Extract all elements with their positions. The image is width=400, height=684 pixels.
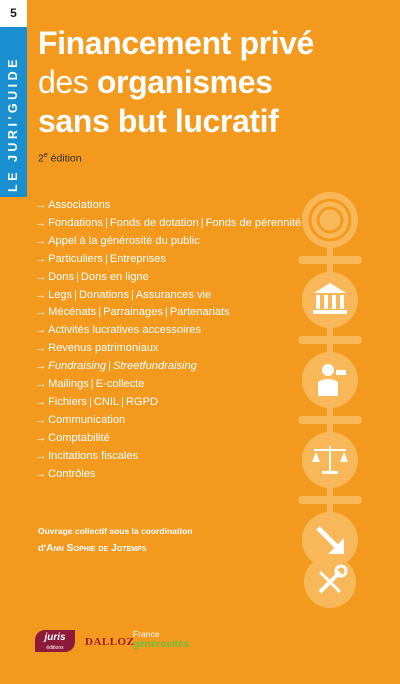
author-credit [38, 542, 146, 554]
topic-separator: | [74, 288, 78, 301]
topic-item [35, 269, 301, 287]
topic-separator: | [90, 378, 94, 391]
title-line-1: Financement privé [38, 25, 314, 61]
topic-label: Mailings [48, 378, 89, 391]
coordination-note: Ouvrage collectif sous la coordination [38, 526, 193, 536]
topic-label: Legs [48, 288, 73, 301]
title-line-2-bold: organismes [96, 64, 273, 100]
topic-item [35, 233, 301, 251]
topic-item [35, 197, 301, 215]
arrow-right-icon: → [35, 449, 47, 462]
collection-label: LE JURI'GUIDE [6, 56, 20, 192]
topic-item [35, 394, 301, 412]
spine-band [0, 0, 27, 197]
fg-logo-line-1: France [133, 629, 160, 639]
arrow-right-icon: → [35, 378, 47, 391]
arrow-right-icon: → [35, 431, 47, 444]
edition-suffix: e [43, 152, 48, 159]
topic-label: CNIL [93, 395, 120, 408]
topic-separator: | [200, 216, 204, 229]
topic-label: Comptabilité [48, 431, 110, 444]
arrow-right-icon: → [35, 216, 47, 229]
topic-label: Fonds de dotation [109, 216, 199, 229]
topic-item [35, 304, 301, 322]
topic-label: Fundraising [48, 360, 107, 373]
edition-word: édition [47, 152, 82, 165]
arrow-right-icon: → [35, 288, 47, 301]
arrow-right-icon: → [35, 252, 47, 265]
topic-separator: | [76, 270, 79, 283]
topic-label: Fonds de pérennité [205, 216, 302, 229]
topic-separator: | [88, 395, 92, 408]
bank-building-icon [302, 272, 358, 328]
topic-label: Fondations [48, 216, 103, 229]
topic-label: Appel à la générosité du public [48, 234, 200, 247]
topic-separator: | [131, 288, 134, 301]
title-line-3: sans but lucratif [38, 103, 279, 139]
topic-item [35, 322, 301, 340]
topic-label: Dons en ligne [80, 270, 149, 283]
topic-label: Fichiers [48, 395, 87, 408]
topic-label: Dons [48, 270, 74, 283]
book-title [38, 24, 393, 141]
person-speaking-icon [302, 352, 358, 408]
fg-logo-line-2: générosités [133, 639, 190, 650]
topic-label: RGPD [126, 395, 159, 408]
arrow-right-icon: → [35, 270, 47, 283]
topic-label: Mécénats [48, 306, 97, 319]
arrow-right-icon: → [35, 395, 47, 408]
topic-label: Particuliers [48, 252, 103, 265]
topic-label: Revenus patrimoniaux [48, 342, 159, 355]
juris-logo [35, 630, 75, 652]
publisher-logos [35, 627, 235, 657]
topic-label: Parrainages [103, 306, 163, 319]
topic-item [35, 412, 301, 430]
topic-list [35, 197, 301, 484]
topic-separator: | [98, 306, 102, 319]
author-prefix: d' [38, 543, 47, 554]
juris-logo-text: juris [44, 632, 66, 643]
arrow-right-icon: → [35, 413, 47, 426]
arrow-right-icon: → [35, 306, 47, 319]
topic-item [35, 358, 301, 376]
author-name: Ann Sophie de Jotemps [46, 542, 147, 554]
arrow-right-icon: → [35, 360, 47, 373]
edition-number: 2 [38, 152, 44, 165]
topic-separator: | [164, 306, 168, 319]
topic-label: Activités lucratives accessoires [48, 324, 201, 337]
scales-icon [302, 432, 358, 488]
topic-label: Incitations fiscales [48, 449, 139, 462]
topic-label: Streetfundraising [112, 360, 197, 373]
topic-label: Contrôles [48, 467, 96, 480]
icon-chain [290, 190, 370, 610]
topic-label: Partenariats [169, 306, 230, 319]
topic-item [35, 376, 301, 394]
topic-separator: | [108, 360, 111, 373]
topic-separator: | [104, 252, 108, 265]
volume-number: 5 [0, 0, 27, 27]
topic-label: Assurances vie [135, 288, 212, 301]
topic-label: Communication [48, 413, 126, 426]
france-generosites-logo [133, 630, 189, 651]
title-line-2-light: des [38, 64, 97, 100]
juris-logo-sub: éditions [46, 645, 64, 651]
arrow-right-icon: → [35, 342, 47, 355]
topic-item [35, 448, 301, 466]
arrow-right-icon: → [35, 324, 47, 337]
topic-label: Entreprises [109, 252, 166, 265]
topic-label: E-collecte [95, 378, 145, 391]
arrow-right-icon: → [35, 234, 47, 247]
dalloz-logo: DALLOZ [85, 636, 135, 648]
topic-label: Associations [48, 199, 111, 211]
topic-item [35, 251, 301, 269]
topic-separator: | [104, 216, 108, 229]
edition-label [38, 152, 82, 165]
topic-label: Donations [79, 288, 130, 301]
arrow-right-icon: → [35, 467, 47, 480]
arrow-right-icon: → [35, 199, 47, 211]
topic-separator: | [121, 395, 124, 408]
topic-item [35, 287, 301, 305]
coins-icon [302, 192, 358, 248]
topic-item [35, 430, 301, 448]
topic-item [35, 215, 301, 233]
tools-icon [304, 556, 356, 608]
topic-item [35, 466, 301, 484]
topic-item [35, 340, 301, 358]
